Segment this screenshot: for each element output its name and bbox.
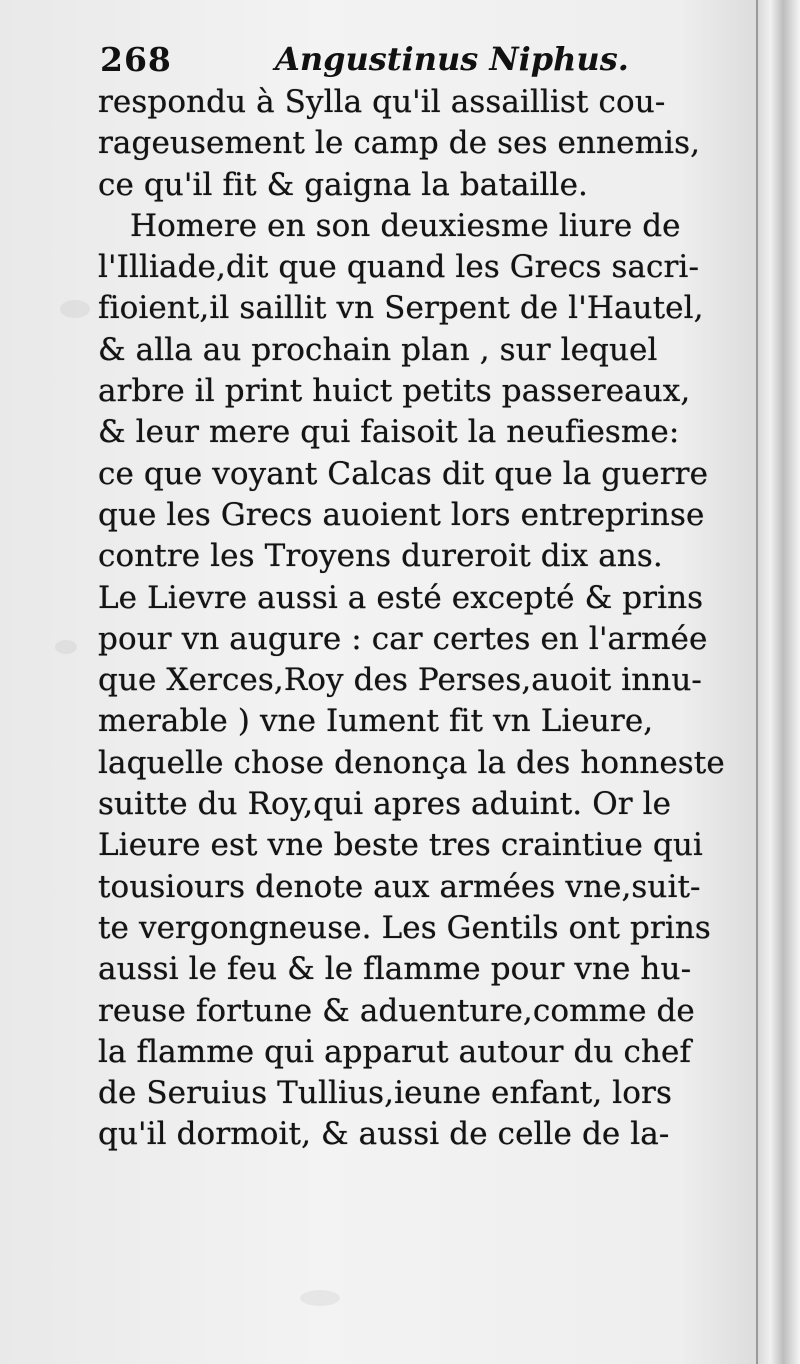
text-line: fioient,il saillit vn Serpent de l'Hautel,	[98, 290, 704, 327]
text-line: tousiours denote aux armées vne,suit-	[98, 868, 701, 905]
page-number: 268	[100, 40, 172, 79]
paper-stain	[60, 300, 90, 318]
text-line: ce que voyant Calcas dit que la guerre	[98, 455, 709, 492]
text-line: & alla au prochain plan , sur lequel	[98, 331, 658, 368]
text-line: arbre il print huict petits passereaux,	[98, 373, 691, 410]
text-line: rageusement le camp de ses ennemis,	[98, 125, 701, 162]
text-line: Lieure est vne beste tres craintiue qui	[98, 827, 703, 864]
text-line: pour vn augure : car certes en l'armée	[98, 620, 708, 657]
text-line: suitte du Roy,qui apres aduint. Or le	[98, 786, 672, 823]
text-line: Le Lievre aussi a esté excepté & prins	[98, 579, 704, 616]
text-line: & leur mere qui faisoit la neufiesme:	[98, 414, 680, 451]
text-line: de Seruius Tullius,ieune enfant, lors	[98, 1075, 672, 1112]
page-edge	[756, 0, 800, 1364]
text-line: te vergongneuse. Les Gentils ont prins	[98, 909, 711, 946]
text-line: merable ) vne Iument fit vn Lieure,	[98, 703, 654, 740]
text-line: laquelle chose denonça la des honneste	[98, 744, 725, 781]
text-line: contre les Troyens dureroit dix ans.	[98, 538, 663, 575]
text-line: que Xerces,Roy des Perses,auoit innu-	[98, 662, 703, 699]
body-text	[98, 82, 746, 1156]
text-line: respondu à Sylla qu'il assaillist cou-	[98, 84, 666, 120]
text-line: ce qu'il fit & gaigna la bataille.	[98, 166, 588, 203]
text-line: qu'il dormoit, & aussi de celle de la-	[98, 1116, 670, 1153]
text-line: que les Grecs auoient lors entreprinse	[98, 496, 705, 533]
text-line: l'Illiade,dit que quand les Grecs sacri-	[98, 249, 700, 286]
text-line: reuse fortune & aduenture,comme de	[98, 992, 695, 1029]
text-line: aussi le feu & le flamme pour vne hu-	[98, 951, 692, 988]
text-line: la flamme qui apparut autour du chef	[98, 1033, 692, 1070]
paragraph-first-line: Homere en son deuxiesme liure de	[130, 207, 681, 244]
paper-stain	[55, 640, 77, 654]
paper-stain	[300, 1290, 340, 1306]
running-head: Angustinus Niphus.	[275, 40, 629, 78]
